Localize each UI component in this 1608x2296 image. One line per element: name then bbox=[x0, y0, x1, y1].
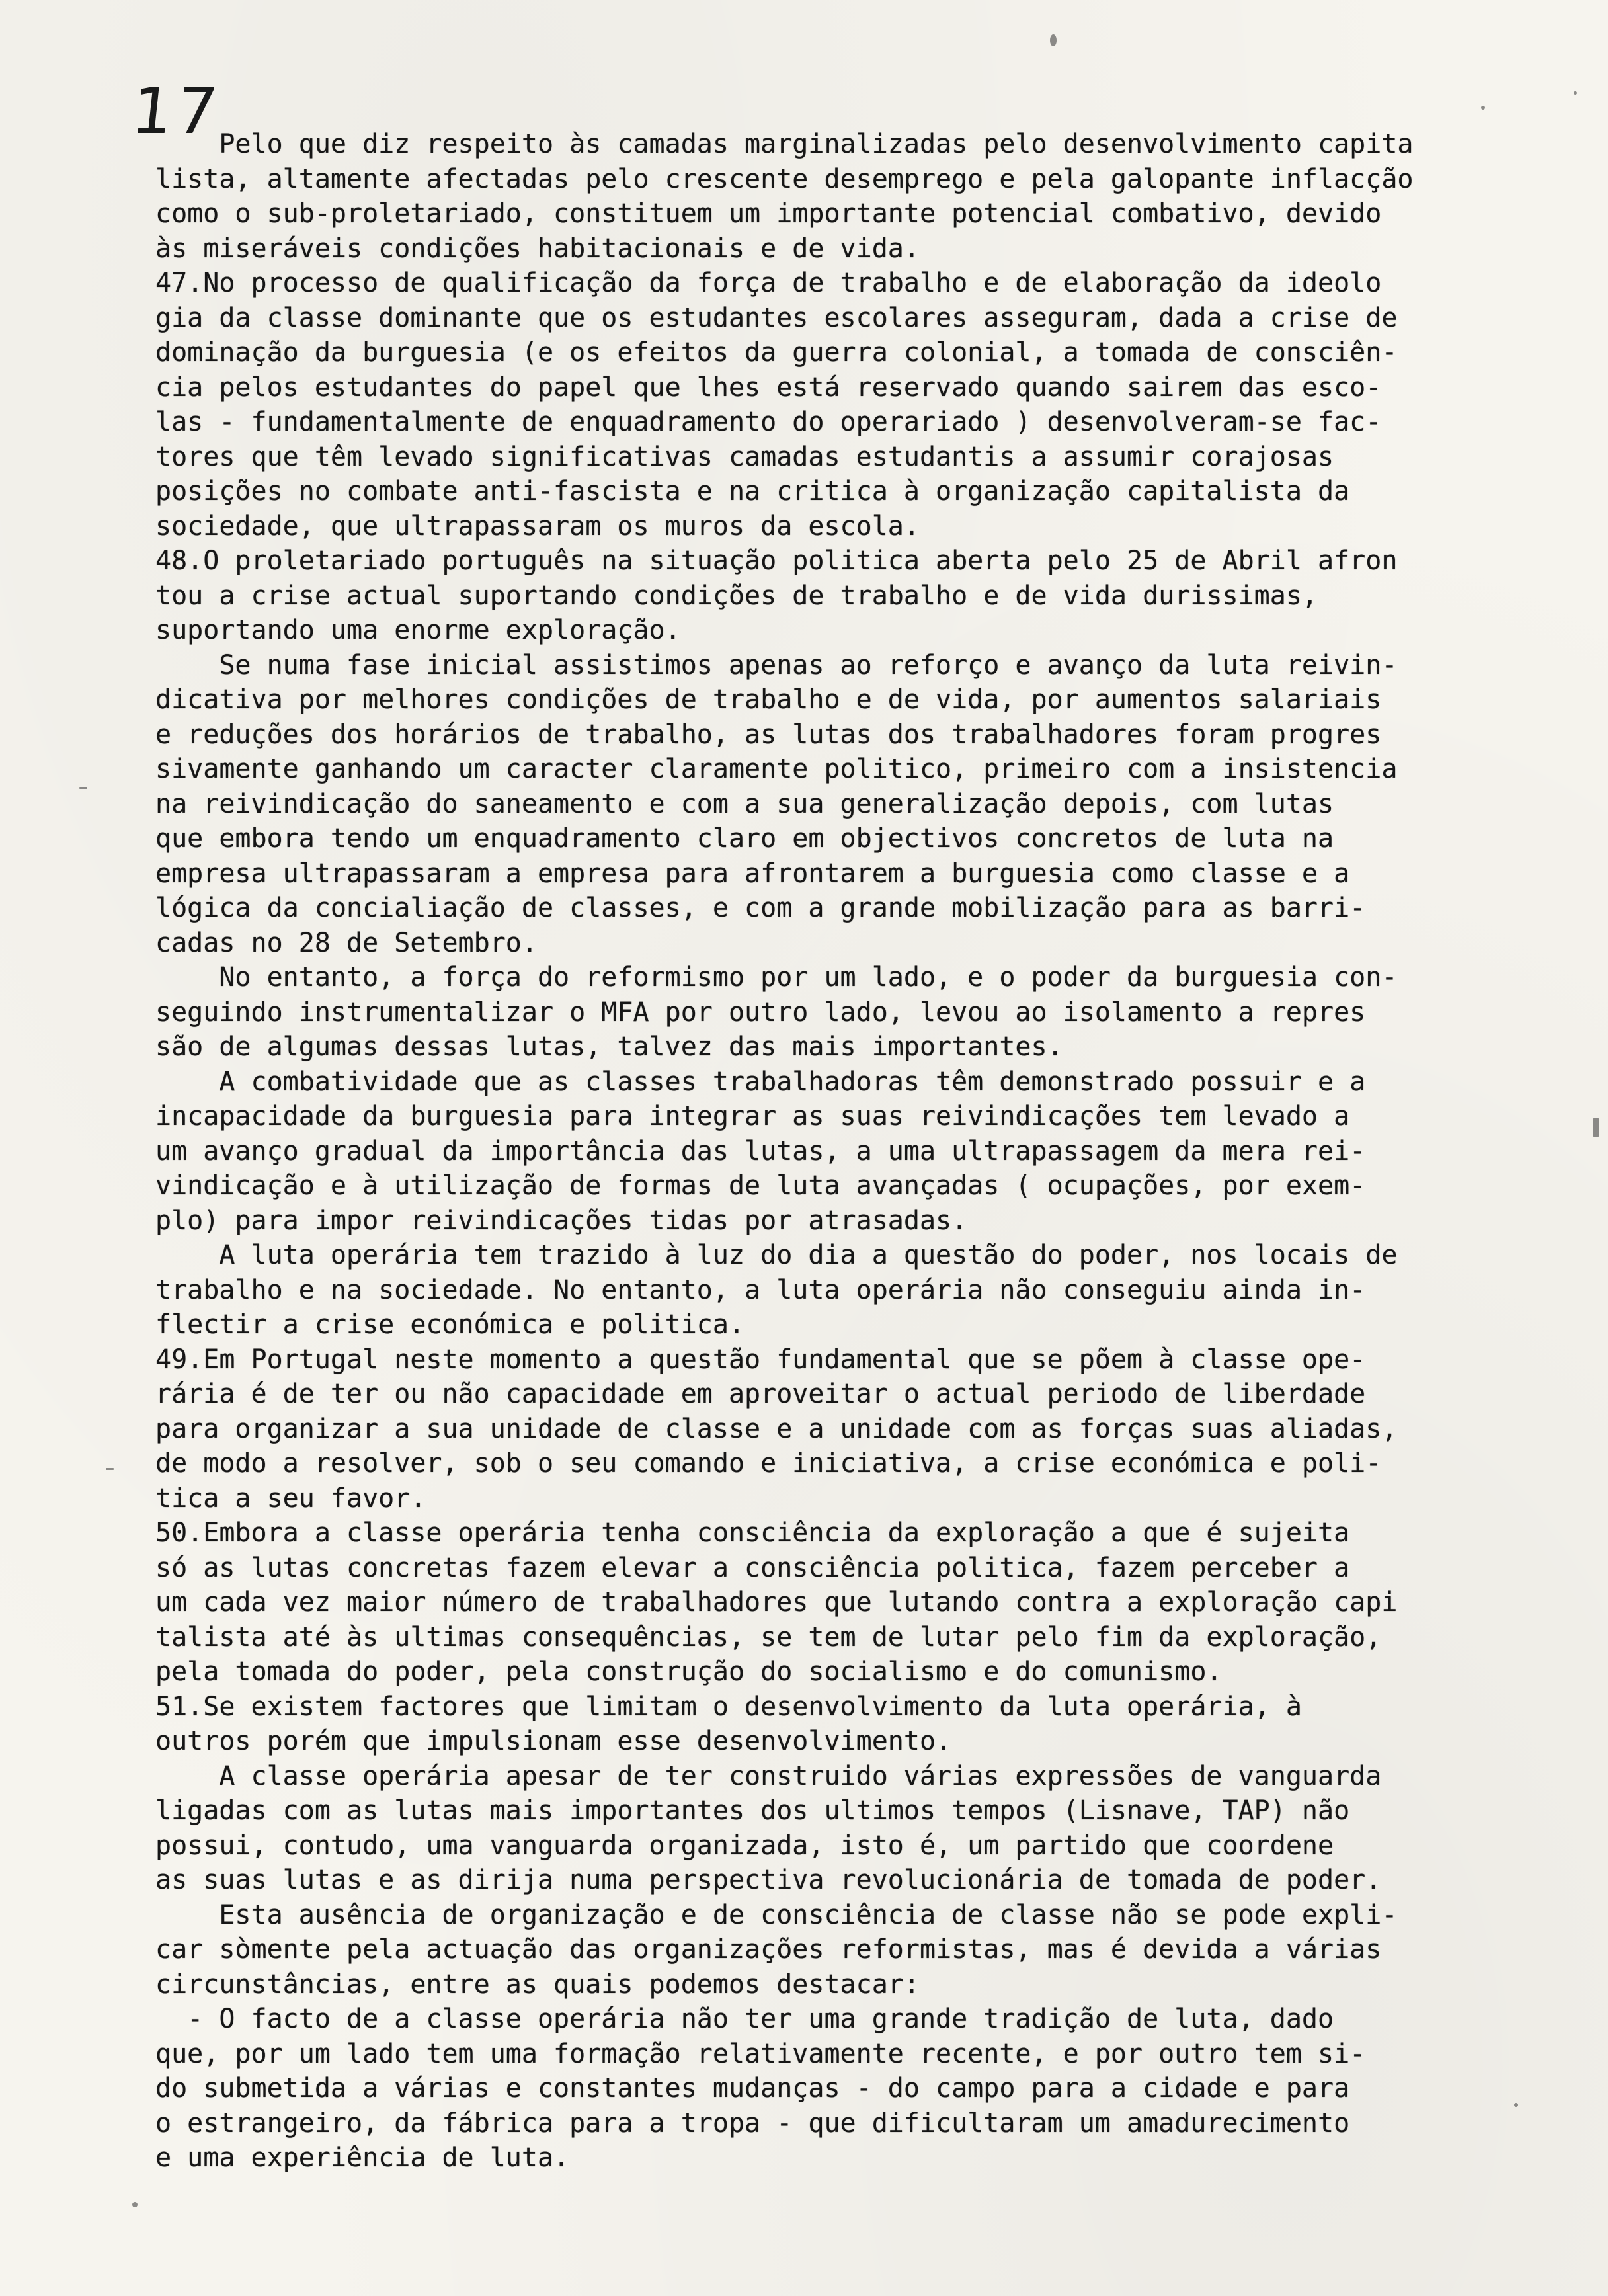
scan-speck bbox=[132, 2202, 138, 2207]
paragraph-intro bbox=[155, 127, 1537, 266]
text-line: e uma experiência de luta. bbox=[155, 2143, 570, 2173]
text-line: 49.Em Portugal neste momento a questão fundamental que se põem à classe ope- bbox=[155, 1344, 1366, 1375]
text-line: para organizar a sua unidade de classe e a unidade com as forças suas aliadas, bbox=[155, 1413, 1398, 1444]
paragraph-51-b bbox=[155, 1759, 1537, 1898]
paragraph-48 bbox=[155, 544, 1537, 648]
text-line: 47.No processo de qualificação da força de trabalho e de elaboração da ideolo bbox=[155, 268, 1382, 298]
text-line: plo) para impor reivindicações tidas por atrasadas. bbox=[155, 1205, 968, 1236]
scan-speck bbox=[106, 1468, 114, 1470]
text-line: lista, altamente afectadas pelo crescente desemprego e pela galopante inflacção bbox=[155, 163, 1414, 194]
text-line: trabalho e na sociedade. No entanto, a luta operária não conseguiu ainda in- bbox=[155, 1274, 1366, 1305]
text-line: outros porém que impulsionam esse desenvolvimento. bbox=[155, 1726, 952, 1756]
page-number: 17 bbox=[128, 74, 225, 148]
text-line: às miseráveis condições habitacionais e de vida. bbox=[155, 233, 920, 264]
text-line: - O facto de a classe operária não ter uma grande tradição de luta, dado bbox=[155, 2004, 1334, 2034]
text-line: como o sub-proletariado, constituem um importante potencial combativo, devido bbox=[155, 198, 1382, 229]
text-line: sociedade, que ultrapassaram os muros da escola. bbox=[155, 511, 920, 542]
text-line: que embora tendo um enquadramento claro em objectivos concretos de luta na bbox=[155, 823, 1334, 854]
text-line: las - fundamentalmente de enquadramento do operariado ) desenvolveram-se fac- bbox=[155, 407, 1382, 437]
text-line: vindicação e à utilização de formas de luta avançadas ( ocupações, por exem- bbox=[155, 1170, 1366, 1201]
text-line: sivamente ganhando um caracter claramente politico, primeiro com a insistencia bbox=[155, 754, 1398, 784]
paragraph-48-d bbox=[155, 1065, 1537, 1239]
text-line: só as lutas concretas fazem elevar a consciência politica, fazem perceber a bbox=[155, 1552, 1350, 1583]
text-line: empresa ultrapassaram a empresa para afrontarem a burguesia como classe e a bbox=[155, 858, 1350, 889]
paragraph-51-c bbox=[155, 1898, 1537, 2002]
scan-speck bbox=[1514, 2103, 1518, 2107]
scan-speck bbox=[1481, 106, 1485, 110]
text-line: seguindo instrumentalizar o MFA por outro lado, levou ao isolamento a repres bbox=[155, 997, 1366, 1028]
text-line: ligadas com as lutas mais importantes dos ultimos tempos (Lisnave, TAP) não bbox=[155, 1795, 1350, 1826]
text-line: um avanço gradual da importância das lutas, a uma ultrapassagem da mera rei- bbox=[155, 1135, 1366, 1167]
text-line: cadas no 28 de Setembro. bbox=[155, 927, 538, 958]
text-line: A classe operária apesar de ter construido várias expressões de vanguarda bbox=[155, 1760, 1382, 1791]
text-line: do submetida a várias e constantes mudanças - do campo para a cidade e para bbox=[155, 2073, 1350, 2104]
text-line: A luta operária tem trazido à luz do dia a questão do poder, nos locais de bbox=[155, 1240, 1398, 1270]
scan-speck bbox=[1574, 91, 1577, 95]
text-line: pela tomada do poder, pela construção do socialismo e do comunismo. bbox=[155, 1657, 1223, 1687]
paragraph-48-e bbox=[155, 1238, 1537, 1342]
text-line: lógica da concialiação de classes, e com a grande mobilização para as barri- bbox=[155, 893, 1366, 923]
text-line: 50.Embora a classe operária tenha consciência da exploração a que é sujeita bbox=[155, 1518, 1350, 1548]
paragraph-51 bbox=[155, 1690, 1537, 1759]
text-line: gia da classe dominante que os estudantes escolares asseguram, dada a crise de bbox=[155, 302, 1398, 333]
paragraph-50 bbox=[155, 1516, 1537, 1690]
text-line: tores que têm levado significativas camadas estudantis a assumir corajosas bbox=[155, 441, 1334, 472]
text-line: posições no combate anti-fascista e na critica à organização capitalista da bbox=[155, 476, 1350, 507]
text-line: talista até às ultimas consequências, se tem de lutar pelo fim da exploração, bbox=[155, 1621, 1382, 1653]
text-line: de modo a resolver, sob o seu comando e iniciativa, a crise económica e poli- bbox=[155, 1448, 1382, 1479]
text-line: flectir a crise económica e politica. bbox=[155, 1309, 745, 1340]
text-line: Pelo que diz respeito às camadas marginalizadas pelo desenvolvimento capita bbox=[155, 129, 1414, 159]
text-line: No entanto, a força do reformismo por um lado, e o poder da burguesia con- bbox=[155, 962, 1398, 993]
text-line: dicativa por melhores condições de trabalho e de vida, por aumentos salariais bbox=[155, 684, 1382, 715]
text-line: dominação da burguesia (e os efeitos da guerra colonial, a tomada de consciên- bbox=[155, 337, 1398, 368]
text-line: A combatividade que as classes trabalhadoras têm demonstrado possuir e a bbox=[155, 1066, 1366, 1097]
text-line: o estrangeiro, da fábrica para a tropa - que dificultaram um amadurecimento bbox=[155, 2108, 1350, 2139]
text-line: suportando uma enorme exploração. bbox=[155, 615, 681, 645]
document-body bbox=[155, 127, 1537, 2176]
text-line: um cada vez maior número de trabalhadores que lutando contra a exploração capi bbox=[155, 1587, 1398, 1618]
text-line: que, por um lado tem uma formação relativamente recente, e por outro tem si- bbox=[155, 2038, 1366, 2069]
text-line: possui, contudo, uma vanguarda organizada, isto é, um partido que coordene bbox=[155, 1830, 1334, 1861]
text-line: e reduções dos horários de trabalho, as lutas dos trabalhadores foram progres bbox=[155, 719, 1382, 750]
text-line: cia pelos estudantes do papel que lhes está reservado quando sairem das esco- bbox=[155, 372, 1382, 403]
text-line: 48.O proletariado português na situação politica aberta pelo 25 de Abril afron bbox=[155, 546, 1398, 576]
text-line: incapacidade da burguesia para integrar as suas reivindicações tem levado a bbox=[155, 1101, 1350, 1131]
paragraph-48-b bbox=[155, 648, 1537, 961]
text-line: Esta ausência de organização e de consciência de classe não se pode expli- bbox=[155, 1899, 1398, 1930]
text-line: tou a crise actual suportando condições de trabalho e de vida durissimas, bbox=[155, 580, 1318, 611]
text-line: na reivindicação do saneamento e com a sua generalização depois, com lutas bbox=[155, 788, 1334, 819]
text-line: as suas lutas e as dirija numa perspectiva revolucionária de tomada de poder. bbox=[155, 1865, 1382, 1895]
paragraph-48-c bbox=[155, 960, 1537, 1065]
paragraph-51-d bbox=[155, 2002, 1537, 2176]
scan-speck bbox=[79, 787, 87, 789]
text-line: circunstâncias, entre as quais podemos destacar: bbox=[155, 1969, 920, 2000]
text-line: Se numa fase inicial assistimos apenas ao reforço e avanço da luta reivin- bbox=[155, 649, 1398, 680]
scan-speck bbox=[1050, 34, 1057, 46]
text-line: 51.Se existem factores que limitam o desenvolvimento da luta operária, à bbox=[155, 1691, 1302, 1722]
text-line: car sòmente pela actuação das organizações reformistas, mas é devida a várias bbox=[155, 1934, 1382, 1965]
scan-speck bbox=[1593, 1118, 1599, 1137]
text-line: são de algumas dessas lutas, talvez das mais importantes. bbox=[155, 1032, 1063, 1062]
paragraph-47 bbox=[155, 266, 1537, 544]
text-line: rária é de ter ou não capacidade em aproveitar o actual periodo de liberdade bbox=[155, 1379, 1366, 1409]
text-line: tica a seu favor. bbox=[155, 1483, 426, 1514]
paragraph-49 bbox=[155, 1342, 1537, 1516]
